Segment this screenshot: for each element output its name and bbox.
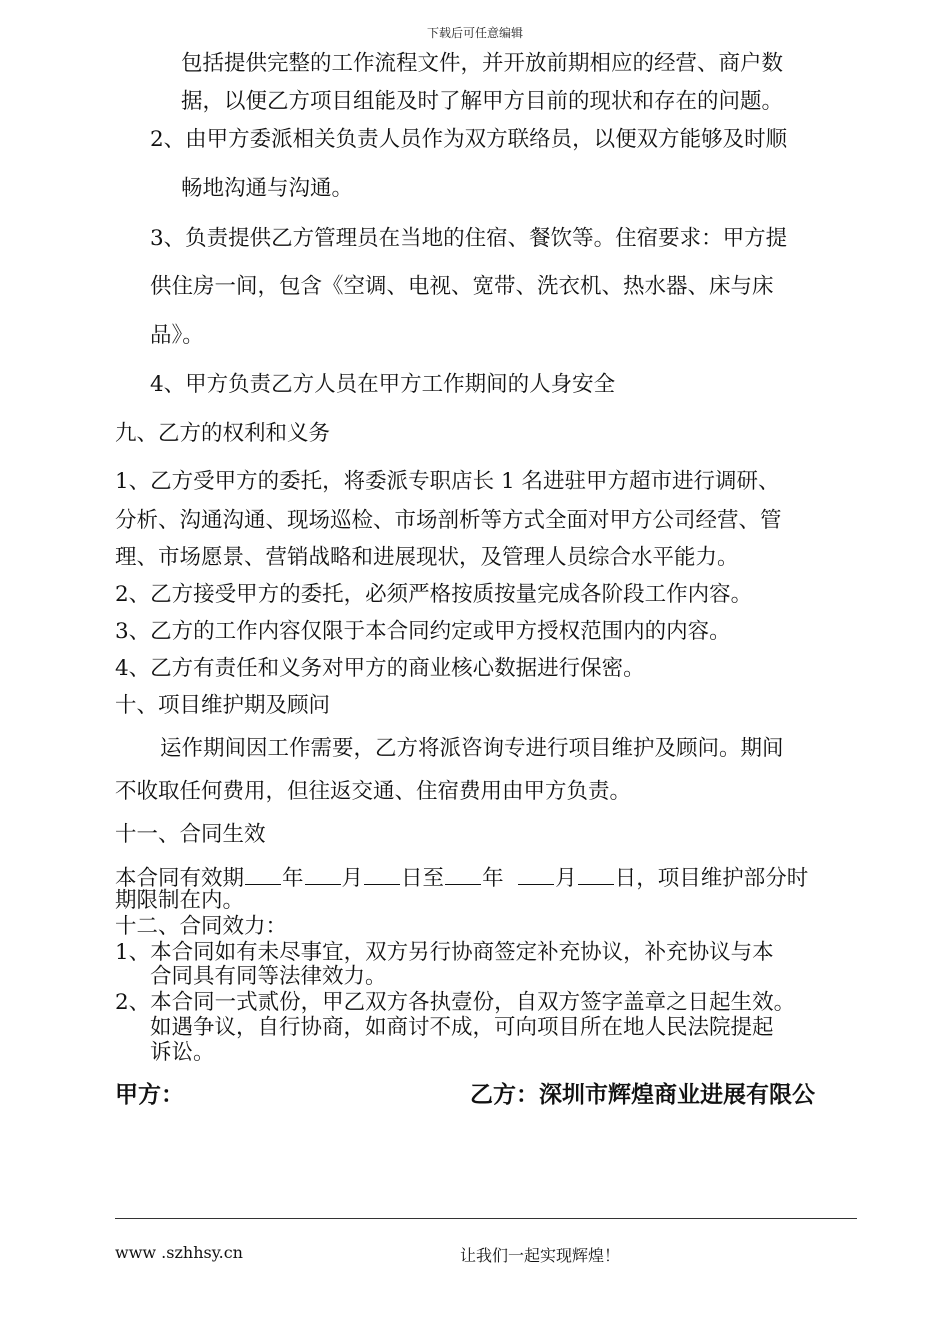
section-heading: 十一、合同生效 (115, 822, 266, 847)
text-line: 4、乙方有责任和义务对甲方的商业核心数据进行保密。 (115, 656, 645, 681)
text-line: 不收取任何费用，但往返交通、住宿费用由甲方负责。 (115, 779, 632, 804)
text-line: 合同具有同等法律效力。 (150, 964, 387, 989)
text-line: 2、乙方接受甲方的委托，必须严格按质按量完成各阶段工作内容。 (115, 582, 753, 607)
text-line: 包括提供完整的工作流程文件，并开放前期相应的经营、商户数 (181, 51, 784, 76)
text-line: 2、由甲方委派相关负责人员作为双方联络员，以便双方能够及时顺 (150, 127, 788, 152)
blank-field (364, 864, 400, 885)
validity-prefix: 本合同有效期 (115, 866, 245, 891)
text-line: 1、乙方受甲方的委托，将委派专职店长 1 名进驻甲方超市进行调研、 (115, 469, 780, 494)
text-line: 诉讼。 (150, 1040, 215, 1065)
blank-field (305, 864, 341, 885)
text-line: 畅地沟通与沟通。 (181, 176, 354, 201)
header-note: 下载后可任意编辑 (426, 26, 523, 40)
validity-month2: 月 (555, 866, 577, 891)
text-line: 供住房一间，包含《空调、电视、宽带、洗衣机、热水器、床与床 (150, 274, 774, 299)
section-heading: 九、乙方的权利和义务 (115, 421, 331, 446)
text-line: 品》。 (150, 323, 204, 348)
text-line: 如遇争议，自行协商，如商讨不成，可向项目所在地人民法院提起 (150, 1015, 774, 1040)
text-line: 理、市场愿景、营销战略和进展现状，及管理人员综合水平能力。 (115, 545, 739, 570)
section-heading: 十二、合同效力： (115, 914, 288, 939)
text-line: 1、本合同如有未尽事宜，双方另行协商签定补充协议，补充协议与本 (115, 940, 774, 965)
validity-day1: 日至 (401, 866, 445, 891)
text-line: 3、负责提供乙方管理员在当地的住宿、餐饮等。住宿要求：甲方提 (150, 226, 788, 251)
party-a-label: 甲方： (115, 1081, 184, 1108)
validity-year2: 年 (482, 866, 504, 891)
text-line: 运作期间因工作需要，乙方将派咨询专进行项目维护及顾问。期间 (160, 736, 784, 761)
text-line: 2、本合同一式贰份，甲乙双方各执壹份，自双方签字盖章之日起生效。 (115, 990, 796, 1015)
text-line: 期限制在内。 (115, 888, 245, 913)
blank-field (518, 864, 554, 885)
footer-slogan: 让我们一起实现辉煌！ (460, 1246, 621, 1265)
text-line: 据，以便乙方项目组能及时了解甲方目前的现状和存在的问题。 (181, 89, 784, 114)
section-heading: 十、项目维护期及顾问 (115, 693, 331, 718)
blank-field (578, 864, 614, 885)
blank-field (245, 864, 281, 885)
text-line: 3、乙方的工作内容仅限于本合同约定或甲方授权范围内的内容。 (115, 619, 731, 644)
validity-suffix: 日，项目维护部分时 (614, 866, 809, 891)
validity-year1: 年 (282, 866, 304, 891)
party-b-label: 乙方：深圳市辉煌商业进展有限公 (470, 1081, 815, 1108)
text-line: 4、甲方负责乙方人员在甲方工作期间的人身安全 (150, 372, 616, 397)
footer-divider (115, 1218, 857, 1219)
blank-field (445, 864, 481, 885)
text-line: 分析、沟通沟通、现场巡检、市场剖析等方式全面对甲方公司经营、管 (115, 508, 782, 533)
validity-month1: 月 (341, 866, 364, 891)
footer-website: www .szhhsy.cn (115, 1243, 243, 1262)
